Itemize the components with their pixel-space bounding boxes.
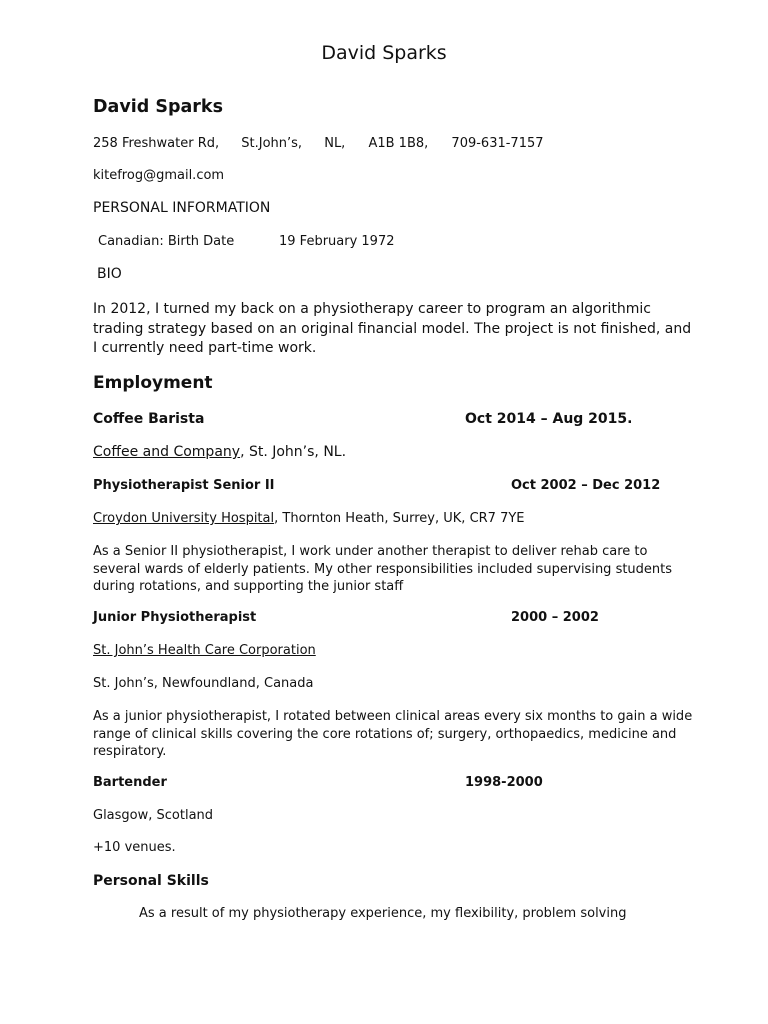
job-title: Junior Physiotherapist xyxy=(93,610,257,625)
skills-heading: Personal Skills xyxy=(93,873,209,889)
city: St.John’s, xyxy=(241,136,303,151)
job-location: Glasgow, Scotland xyxy=(93,808,214,823)
job-title: Coffee Barista xyxy=(93,411,205,427)
employer-link[interactable]: St. John’s Health Care Corporation xyxy=(93,643,316,658)
job-dates: Oct 2002 – Dec 2012 xyxy=(511,478,661,493)
employer-location: , St. John’s, NL. xyxy=(240,444,347,460)
job-dates: Oct 2014 – Aug 2015. xyxy=(465,411,633,427)
employer-location: , Thornton Heath, Surrey, UK, CR7 7YE xyxy=(274,511,525,526)
job-title: Physiotherapist Senior II xyxy=(93,478,275,493)
employer-link[interactable]: Croydon University Hospital xyxy=(93,511,275,526)
document-title: David Sparks xyxy=(321,42,447,64)
birth-date-label: Canadian: Birth Date xyxy=(98,234,235,249)
employer-line xyxy=(93,511,525,526)
job-note: +10 venues. xyxy=(93,840,176,855)
email: kitefrog@gmail.com xyxy=(93,168,225,183)
street: 258 Freshwater Rd, xyxy=(93,136,220,151)
job-description: As a Senior II physiotherapist, I work under another therapist to deliver rehab care to several wards of elderly patients. My other responsibilities included supervising students during rotations, and supporting the junior staff xyxy=(93,544,673,594)
employment-heading: Employment xyxy=(93,373,213,393)
personal-info-heading: PERSONAL INFORMATION xyxy=(93,200,271,216)
employer-link[interactable]: Coffee and Company xyxy=(93,444,241,460)
birth-date-value: 19 February 1972 xyxy=(279,234,395,249)
job-dates: 1998-2000 xyxy=(465,775,543,790)
employer-line xyxy=(93,444,346,460)
resume-name: David Sparks xyxy=(93,97,223,117)
phone: 709-631-7157 xyxy=(451,136,544,151)
bio-heading: BIO xyxy=(97,266,122,282)
job-dates: 2000 – 2002 xyxy=(511,610,599,625)
employer-location: St. John’s, Newfoundland, Canada xyxy=(93,676,314,691)
job-description: As a junior physiotherapist, I rotated between clinical areas every six months to gain a wide range of clinical skills covering the core rotations of; surgery, orthopaedics, medicine and respiratory. xyxy=(93,709,693,759)
skills-text: As a result of my physiotherapy experience, my flexibility, problem solving xyxy=(139,906,627,921)
address-line xyxy=(93,136,544,151)
postal-code: A1B 1B8, xyxy=(368,136,429,151)
province: NL, xyxy=(324,136,346,151)
bio-text: In 2012, I turned my back on a physiotherapy career to program an algorithmic trading strategy based on an original financial model. The project is not finished, and I currently need part-time work. xyxy=(93,301,692,356)
job-title: Bartender xyxy=(93,775,167,790)
